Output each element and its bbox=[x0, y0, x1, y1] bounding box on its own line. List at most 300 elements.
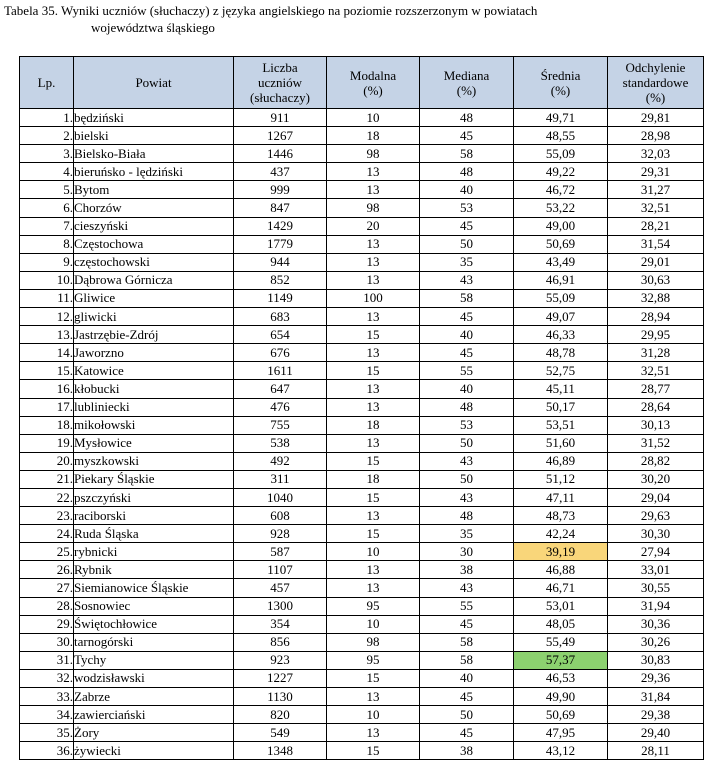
cell-odchylenie: 32,51 bbox=[608, 362, 704, 380]
cell-odchylenie: 32,88 bbox=[608, 289, 704, 307]
table-row bbox=[20, 362, 704, 380]
cell-powiat: tarnogórski bbox=[74, 633, 234, 651]
cell-liczba: 1300 bbox=[234, 597, 327, 615]
cell-liczba: 311 bbox=[234, 470, 327, 488]
col-header-srednia: Średnia (%) bbox=[514, 57, 608, 109]
cell-liczba: 538 bbox=[234, 434, 327, 452]
cell-powiat: Bielsko-Biała bbox=[74, 145, 234, 163]
table-row bbox=[20, 326, 704, 344]
cell-lp: 26. bbox=[20, 561, 74, 579]
table-row bbox=[20, 452, 704, 470]
cell-odchylenie: 29,95 bbox=[608, 326, 704, 344]
cell-powiat: Bytom bbox=[74, 181, 234, 199]
cell-odchylenie: 29,63 bbox=[608, 507, 704, 525]
cell-modalna: 13 bbox=[327, 380, 420, 398]
cell-mediana: 45 bbox=[420, 688, 514, 706]
table-row bbox=[20, 543, 704, 561]
col-header-liczba: Liczba uczniów (słuchaczy) bbox=[234, 57, 327, 109]
table-row bbox=[20, 289, 704, 307]
cell-modalna: 13 bbox=[327, 163, 420, 181]
cell-srednia: 45,11 bbox=[514, 380, 608, 398]
cell-srednia: 57,37 bbox=[514, 651, 608, 669]
cell-liczba: 1779 bbox=[234, 235, 327, 253]
cell-modalna: 13 bbox=[327, 181, 420, 199]
cell-liczba: 1130 bbox=[234, 688, 327, 706]
table-row bbox=[20, 253, 704, 271]
cell-srednia: 55,09 bbox=[514, 145, 608, 163]
cell-powiat: Mysłowice bbox=[74, 434, 234, 452]
cell-modalna: 100 bbox=[327, 289, 420, 307]
table-row bbox=[20, 688, 704, 706]
cell-lp: 33. bbox=[20, 688, 74, 706]
cell-lp: 21. bbox=[20, 470, 74, 488]
cell-powiat: mikołowski bbox=[74, 416, 234, 434]
table-row bbox=[20, 127, 704, 145]
cell-lp: 23. bbox=[20, 507, 74, 525]
cell-odchylenie: 30,20 bbox=[608, 470, 704, 488]
cell-mediana: 48 bbox=[420, 109, 514, 127]
cell-mediana: 40 bbox=[420, 380, 514, 398]
cell-powiat: Dąbrowa Górnicza bbox=[74, 271, 234, 289]
cell-odchylenie: 28,21 bbox=[608, 217, 704, 235]
cell-powiat: wodzisławski bbox=[74, 669, 234, 687]
cell-modalna: 13 bbox=[327, 344, 420, 362]
cell-srednia: 50,69 bbox=[514, 235, 608, 253]
table-row bbox=[20, 488, 704, 506]
cell-mediana: 43 bbox=[420, 579, 514, 597]
cell-liczba: 852 bbox=[234, 271, 327, 289]
cell-liczba: 1267 bbox=[234, 127, 327, 145]
caption-line-2: województwa śląskiego bbox=[91, 20, 215, 35]
cell-powiat: kłobucki bbox=[74, 380, 234, 398]
cell-liczba: 1429 bbox=[234, 217, 327, 235]
cell-odchylenie: 29,38 bbox=[608, 706, 704, 724]
cell-lp: 24. bbox=[20, 525, 74, 543]
cell-powiat: Jaworzno bbox=[74, 344, 234, 362]
cell-liczba: 928 bbox=[234, 525, 327, 543]
cell-srednia: 43,12 bbox=[514, 742, 608, 760]
table-row bbox=[20, 308, 704, 326]
cell-odchylenie: 31,94 bbox=[608, 597, 704, 615]
cell-modalna: 10 bbox=[327, 109, 420, 127]
cell-lp: 17. bbox=[20, 398, 74, 416]
cell-mediana: 48 bbox=[420, 398, 514, 416]
table-row bbox=[20, 271, 704, 289]
table-row bbox=[20, 109, 704, 127]
cell-mediana: 50 bbox=[420, 470, 514, 488]
cell-odchylenie: 29,04 bbox=[608, 488, 704, 506]
cell-modalna: 13 bbox=[327, 688, 420, 706]
cell-powiat: lubliniecki bbox=[74, 398, 234, 416]
table-row bbox=[20, 706, 704, 724]
cell-liczba: 755 bbox=[234, 416, 327, 434]
cell-powiat: zawierciański bbox=[74, 706, 234, 724]
cell-srednia: 51,12 bbox=[514, 470, 608, 488]
cell-lp: 3. bbox=[20, 145, 74, 163]
cell-powiat: Świętochłowice bbox=[74, 615, 234, 633]
cell-odchylenie: 30,13 bbox=[608, 416, 704, 434]
table-row bbox=[20, 470, 704, 488]
cell-lp: 8. bbox=[20, 235, 74, 253]
cell-mediana: 40 bbox=[420, 181, 514, 199]
cell-odchylenie: 28,64 bbox=[608, 398, 704, 416]
cell-odchylenie: 29,81 bbox=[608, 109, 704, 127]
cell-odchylenie: 28,11 bbox=[608, 742, 704, 760]
cell-srednia: 55,49 bbox=[514, 633, 608, 651]
cell-liczba: 354 bbox=[234, 615, 327, 633]
cell-liczba: 923 bbox=[234, 651, 327, 669]
table-row bbox=[20, 217, 704, 235]
cell-srednia: 46,72 bbox=[514, 181, 608, 199]
cell-odchylenie: 31,54 bbox=[608, 235, 704, 253]
cell-modalna: 18 bbox=[327, 127, 420, 145]
cell-srednia: 46,71 bbox=[514, 579, 608, 597]
cell-odchylenie: 30,55 bbox=[608, 579, 704, 597]
cell-modalna: 13 bbox=[327, 579, 420, 597]
cell-liczba: 1611 bbox=[234, 362, 327, 380]
cell-odchylenie: 29,31 bbox=[608, 163, 704, 181]
cell-modalna: 98 bbox=[327, 145, 420, 163]
cell-lp: 1. bbox=[20, 109, 74, 127]
table-caption bbox=[4, 2, 716, 36]
cell-mediana: 45 bbox=[420, 217, 514, 235]
header-row bbox=[20, 57, 704, 109]
cell-srednia: 48,55 bbox=[514, 127, 608, 145]
cell-odchylenie: 29,01 bbox=[608, 253, 704, 271]
cell-srednia: 46,53 bbox=[514, 669, 608, 687]
cell-modalna: 18 bbox=[327, 470, 420, 488]
cell-modalna: 18 bbox=[327, 416, 420, 434]
cell-modalna: 15 bbox=[327, 362, 420, 380]
cell-odchylenie: 31,27 bbox=[608, 181, 704, 199]
cell-srednia: 48,05 bbox=[514, 615, 608, 633]
cell-modalna: 15 bbox=[327, 488, 420, 506]
cell-powiat: bieruńsko - lędziński bbox=[74, 163, 234, 181]
cell-modalna: 10 bbox=[327, 706, 420, 724]
cell-mediana: 45 bbox=[420, 615, 514, 633]
cell-liczba: 549 bbox=[234, 724, 327, 742]
table-row bbox=[20, 344, 704, 362]
cell-mediana: 50 bbox=[420, 706, 514, 724]
cell-srednia: 51,60 bbox=[514, 434, 608, 452]
cell-odchylenie: 30,83 bbox=[608, 651, 704, 669]
cell-powiat: Częstochowa bbox=[74, 235, 234, 253]
cell-modalna: 10 bbox=[327, 615, 420, 633]
cell-modalna: 15 bbox=[327, 326, 420, 344]
cell-srednia: 49,22 bbox=[514, 163, 608, 181]
cell-srednia: 46,33 bbox=[514, 326, 608, 344]
cell-liczba: 654 bbox=[234, 326, 327, 344]
cell-odchylenie: 31,28 bbox=[608, 344, 704, 362]
caption-line-1: Tabela 35. Wyniki uczniów (słuchaczy) z języka angielskiego na poziomie rozszerzonym w powiatach bbox=[4, 3, 538, 18]
cell-srednia: 53,22 bbox=[514, 199, 608, 217]
cell-odchylenie: 32,51 bbox=[608, 199, 704, 217]
cell-srednia: 53,01 bbox=[514, 597, 608, 615]
cell-powiat: gliwicki bbox=[74, 308, 234, 326]
cell-srednia: 48,73 bbox=[514, 507, 608, 525]
cell-modalna: 95 bbox=[327, 651, 420, 669]
cell-mediana: 50 bbox=[420, 434, 514, 452]
cell-lp: 32. bbox=[20, 669, 74, 687]
cell-lp: 34. bbox=[20, 706, 74, 724]
cell-liczba: 457 bbox=[234, 579, 327, 597]
cell-lp: 25. bbox=[20, 543, 74, 561]
cell-lp: 16. bbox=[20, 380, 74, 398]
cell-lp: 2. bbox=[20, 127, 74, 145]
cell-lp: 22. bbox=[20, 488, 74, 506]
cell-mediana: 45 bbox=[420, 308, 514, 326]
cell-mediana: 55 bbox=[420, 362, 514, 380]
cell-modalna: 20 bbox=[327, 217, 420, 235]
cell-powiat: Gliwice bbox=[74, 289, 234, 307]
cell-odchylenie: 28,98 bbox=[608, 127, 704, 145]
table-row bbox=[20, 597, 704, 615]
cell-mediana: 45 bbox=[420, 344, 514, 362]
cell-lp: 7. bbox=[20, 217, 74, 235]
cell-liczba: 1149 bbox=[234, 289, 327, 307]
cell-srednia: 46,91 bbox=[514, 271, 608, 289]
cell-lp: 9. bbox=[20, 253, 74, 271]
cell-powiat: Zabrze bbox=[74, 688, 234, 706]
cell-odchylenie: 32,03 bbox=[608, 145, 704, 163]
cell-powiat: częstochowski bbox=[74, 253, 234, 271]
cell-liczba: 944 bbox=[234, 253, 327, 271]
cell-powiat: żywiecki bbox=[74, 742, 234, 760]
cell-powiat: raciborski bbox=[74, 507, 234, 525]
cell-mediana: 40 bbox=[420, 669, 514, 687]
cell-mediana: 45 bbox=[420, 724, 514, 742]
cell-modalna: 15 bbox=[327, 669, 420, 687]
cell-liczba: 1348 bbox=[234, 742, 327, 760]
cell-modalna: 13 bbox=[327, 398, 420, 416]
cell-modalna: 13 bbox=[327, 271, 420, 289]
cell-lp: 29. bbox=[20, 615, 74, 633]
col-header-odchylenie: Odchylenie standardowe (%) bbox=[608, 57, 704, 109]
cell-lp: 35. bbox=[20, 724, 74, 742]
cell-modalna: 15 bbox=[327, 525, 420, 543]
cell-powiat: Katowice bbox=[74, 362, 234, 380]
cell-lp: 28. bbox=[20, 597, 74, 615]
cell-liczba: 1446 bbox=[234, 145, 327, 163]
cell-modalna: 13 bbox=[327, 253, 420, 271]
cell-lp: 30. bbox=[20, 633, 74, 651]
cell-liczba: 999 bbox=[234, 181, 327, 199]
cell-mediana: 35 bbox=[420, 525, 514, 543]
cell-powiat: myszkowski bbox=[74, 452, 234, 470]
table-row bbox=[20, 561, 704, 579]
table-row bbox=[20, 145, 704, 163]
cell-mediana: 58 bbox=[420, 145, 514, 163]
cell-odchylenie: 28,77 bbox=[608, 380, 704, 398]
cell-srednia: 49,90 bbox=[514, 688, 608, 706]
cell-lp: 11. bbox=[20, 289, 74, 307]
col-header-modalna: Modalna (%) bbox=[327, 57, 420, 109]
table-body bbox=[20, 109, 704, 760]
cell-modalna: 98 bbox=[327, 199, 420, 217]
table-row bbox=[20, 669, 704, 687]
cell-odchylenie: 28,82 bbox=[608, 452, 704, 470]
table-row bbox=[20, 525, 704, 543]
cell-modalna: 13 bbox=[327, 235, 420, 253]
cell-modalna: 13 bbox=[327, 561, 420, 579]
table-row bbox=[20, 579, 704, 597]
cell-srednia: 52,75 bbox=[514, 362, 608, 380]
cell-liczba: 647 bbox=[234, 380, 327, 398]
cell-srednia: 39,19 bbox=[514, 543, 608, 561]
cell-srednia: 49,07 bbox=[514, 308, 608, 326]
cell-lp: 36. bbox=[20, 742, 74, 760]
cell-powiat: Ruda Śląska bbox=[74, 525, 234, 543]
table-row bbox=[20, 235, 704, 253]
cell-mediana: 48 bbox=[420, 507, 514, 525]
cell-mediana: 30 bbox=[420, 543, 514, 561]
cell-modalna: 13 bbox=[327, 434, 420, 452]
cell-odchylenie: 30,36 bbox=[608, 615, 704, 633]
cell-liczba: 676 bbox=[234, 344, 327, 362]
cell-mediana: 40 bbox=[420, 326, 514, 344]
cell-liczba: 683 bbox=[234, 308, 327, 326]
cell-liczba: 1040 bbox=[234, 488, 327, 506]
cell-mediana: 50 bbox=[420, 235, 514, 253]
col-header-mediana: Mediana (%) bbox=[420, 57, 514, 109]
cell-liczba: 437 bbox=[234, 163, 327, 181]
table-row bbox=[20, 651, 704, 669]
cell-srednia: 50,69 bbox=[514, 706, 608, 724]
cell-powiat: Chorzów bbox=[74, 199, 234, 217]
table-row bbox=[20, 199, 704, 217]
cell-mediana: 53 bbox=[420, 199, 514, 217]
cell-mediana: 48 bbox=[420, 163, 514, 181]
cell-srednia: 43,49 bbox=[514, 253, 608, 271]
cell-liczba: 847 bbox=[234, 199, 327, 217]
cell-lp: 10. bbox=[20, 271, 74, 289]
cell-modalna: 15 bbox=[327, 452, 420, 470]
cell-mediana: 58 bbox=[420, 633, 514, 651]
cell-odchylenie: 33,01 bbox=[608, 561, 704, 579]
cell-mediana: 38 bbox=[420, 742, 514, 760]
cell-modalna: 15 bbox=[327, 742, 420, 760]
cell-srednia: 49,71 bbox=[514, 109, 608, 127]
cell-odchylenie: 31,84 bbox=[608, 688, 704, 706]
cell-mediana: 58 bbox=[420, 651, 514, 669]
cell-lp: 5. bbox=[20, 181, 74, 199]
cell-modalna: 10 bbox=[327, 543, 420, 561]
cell-odchylenie: 27,94 bbox=[608, 543, 704, 561]
cell-lp: 4. bbox=[20, 163, 74, 181]
cell-srednia: 53,51 bbox=[514, 416, 608, 434]
cell-powiat: Żory bbox=[74, 724, 234, 742]
table-row bbox=[20, 724, 704, 742]
cell-lp: 6. bbox=[20, 199, 74, 217]
cell-lp: 20. bbox=[20, 452, 74, 470]
table-row bbox=[20, 163, 704, 181]
cell-powiat: bielski bbox=[74, 127, 234, 145]
table-row bbox=[20, 416, 704, 434]
cell-modalna: 98 bbox=[327, 633, 420, 651]
cell-mediana: 35 bbox=[420, 253, 514, 271]
table-row bbox=[20, 398, 704, 416]
cell-lp: 31. bbox=[20, 651, 74, 669]
cell-powiat: Tychy bbox=[74, 651, 234, 669]
cell-modalna: 13 bbox=[327, 507, 420, 525]
cell-mediana: 43 bbox=[420, 271, 514, 289]
cell-lp: 19. bbox=[20, 434, 74, 452]
cell-powiat: Jastrzębie-Zdrój bbox=[74, 326, 234, 344]
cell-liczba: 492 bbox=[234, 452, 327, 470]
cell-powiat: cieszyński bbox=[74, 217, 234, 235]
cell-powiat: będziński bbox=[74, 109, 234, 127]
table-row bbox=[20, 434, 704, 452]
table-row bbox=[20, 380, 704, 398]
cell-srednia: 50,17 bbox=[514, 398, 608, 416]
table-row bbox=[20, 615, 704, 633]
table-row bbox=[20, 181, 704, 199]
col-header-lp: Lp. bbox=[20, 57, 74, 109]
cell-srednia: 46,89 bbox=[514, 452, 608, 470]
table-row bbox=[20, 507, 704, 525]
cell-lp: 14. bbox=[20, 344, 74, 362]
cell-mediana: 38 bbox=[420, 561, 514, 579]
cell-srednia: 55,09 bbox=[514, 289, 608, 307]
cell-liczba: 587 bbox=[234, 543, 327, 561]
cell-odchylenie: 31,52 bbox=[608, 434, 704, 452]
cell-modalna: 13 bbox=[327, 724, 420, 742]
cell-mediana: 43 bbox=[420, 488, 514, 506]
cell-srednia: 47,95 bbox=[514, 724, 608, 742]
col-header-powiat: Powiat bbox=[74, 57, 234, 109]
cell-liczba: 608 bbox=[234, 507, 327, 525]
cell-srednia: 48,78 bbox=[514, 344, 608, 362]
cell-liczba: 1227 bbox=[234, 669, 327, 687]
cell-powiat: Sosnowiec bbox=[74, 597, 234, 615]
cell-srednia: 49,00 bbox=[514, 217, 608, 235]
cell-powiat: Rybnik bbox=[74, 561, 234, 579]
cell-modalna: 13 bbox=[327, 308, 420, 326]
cell-liczba: 911 bbox=[234, 109, 327, 127]
cell-srednia: 46,88 bbox=[514, 561, 608, 579]
cell-odchylenie: 29,40 bbox=[608, 724, 704, 742]
cell-mediana: 43 bbox=[420, 452, 514, 470]
cell-srednia: 42,24 bbox=[514, 525, 608, 543]
cell-odchylenie: 30,26 bbox=[608, 633, 704, 651]
cell-powiat: pszczyński bbox=[74, 488, 234, 506]
cell-liczba: 476 bbox=[234, 398, 327, 416]
cell-mediana: 45 bbox=[420, 127, 514, 145]
cell-lp: 12. bbox=[20, 308, 74, 326]
cell-lp: 27. bbox=[20, 579, 74, 597]
cell-lp: 15. bbox=[20, 362, 74, 380]
cell-powiat: Piekary Śląskie bbox=[74, 470, 234, 488]
results-table bbox=[19, 56, 704, 760]
cell-liczba: 820 bbox=[234, 706, 327, 724]
cell-lp: 13. bbox=[20, 326, 74, 344]
cell-srednia: 47,11 bbox=[514, 488, 608, 506]
cell-mediana: 55 bbox=[420, 597, 514, 615]
cell-powiat: Siemianowice Śląskie bbox=[74, 579, 234, 597]
cell-odchylenie: 30,30 bbox=[608, 525, 704, 543]
cell-odchylenie: 30,63 bbox=[608, 271, 704, 289]
cell-mediana: 53 bbox=[420, 416, 514, 434]
cell-powiat: rybnicki bbox=[74, 543, 234, 561]
table-row bbox=[20, 742, 704, 760]
cell-lp: 18. bbox=[20, 416, 74, 434]
table-row bbox=[20, 633, 704, 651]
cell-odchylenie: 28,94 bbox=[608, 308, 704, 326]
cell-liczba: 1107 bbox=[234, 561, 327, 579]
cell-mediana: 58 bbox=[420, 289, 514, 307]
cell-odchylenie: 29,36 bbox=[608, 669, 704, 687]
cell-modalna: 95 bbox=[327, 597, 420, 615]
